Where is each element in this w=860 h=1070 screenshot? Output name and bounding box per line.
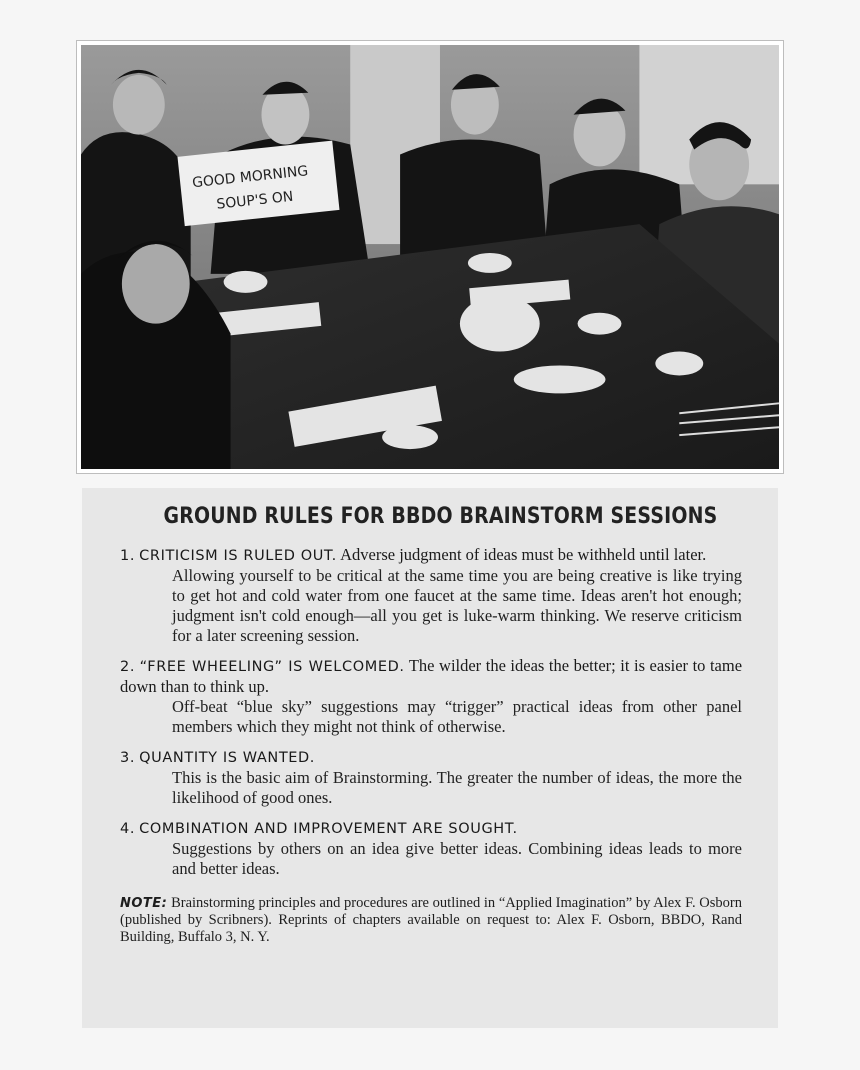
rule-number: 4. — [120, 821, 136, 837]
rule-heading — [120, 656, 742, 697]
rule-title: CRITICISM IS RULED OUT. — [139, 548, 337, 564]
rule-3 — [120, 747, 742, 808]
sign-text-line2: SOUP'S ON — [215, 188, 295, 213]
rule-number: 2. — [120, 659, 136, 675]
rule-title: “FREE WHEELING” IS WELCOMED. — [139, 659, 405, 675]
rule-body: Suggestions by others on an idea give better ideas. Combining ideas leads to more and better ideas. — [172, 839, 742, 878]
rule-4 — [120, 818, 742, 879]
page-title: GROUND RULES FOR BBDO BRAINSTORM SESSIONS — [163, 504, 718, 529]
rule-title: COMBINATION AND IMPROVEMENT ARE SOUGHT. — [139, 821, 518, 837]
meeting-photo-illustration — [81, 45, 779, 469]
rule-body: Off-beat “blue sky” suggestions may “trigger” practical ideas from other panel members which they might not think of otherwise. — [172, 697, 742, 736]
rule-heading — [120, 545, 742, 566]
ground-rules-sheet — [82, 488, 778, 1028]
rule-title: QUANTITY IS WANTED. — [139, 750, 316, 766]
rule-heading — [120, 818, 742, 839]
footnote — [120, 895, 742, 946]
rule-lead: Adverse judgment of ideas must be withheld until later. — [340, 545, 707, 564]
rule-heading — [120, 747, 742, 768]
rule-2 — [120, 656, 742, 737]
meeting-photo — [76, 40, 784, 474]
rule-number: 1. — [120, 548, 136, 564]
rule-body: Allowing yourself to be critical at the same time you are being creative is like trying to get hot and cold water from one faucet at the same time. Ideas aren't hot enough; judgment isn't cold enough—all you get is luke-warm thinking. We reserve criticism for a later screening session. — [172, 566, 742, 645]
rule-number: 3. — [120, 750, 136, 766]
rule-body: This is the basic aim of Brainstorming. The greater the number of ideas, the more the likelihood of good ones. — [172, 768, 742, 807]
sign-text-line1: GOOD MORNING — [191, 163, 309, 192]
rule-1 — [120, 545, 742, 646]
rule-lead: The wilder the ideas the better; it is easier to tame down than to think up. — [120, 656, 743, 696]
note-label: NOTE: — [120, 896, 168, 911]
note-text: Brainstorming principles and procedures are outlined in “Applied Imagination” by Alex F. Osborn (published by Scribners). Reprints of chapters available on request to: Alex F. Osborn, BBDO, Rand Building, Buffalo 3, N. Y. — [120, 895, 742, 945]
